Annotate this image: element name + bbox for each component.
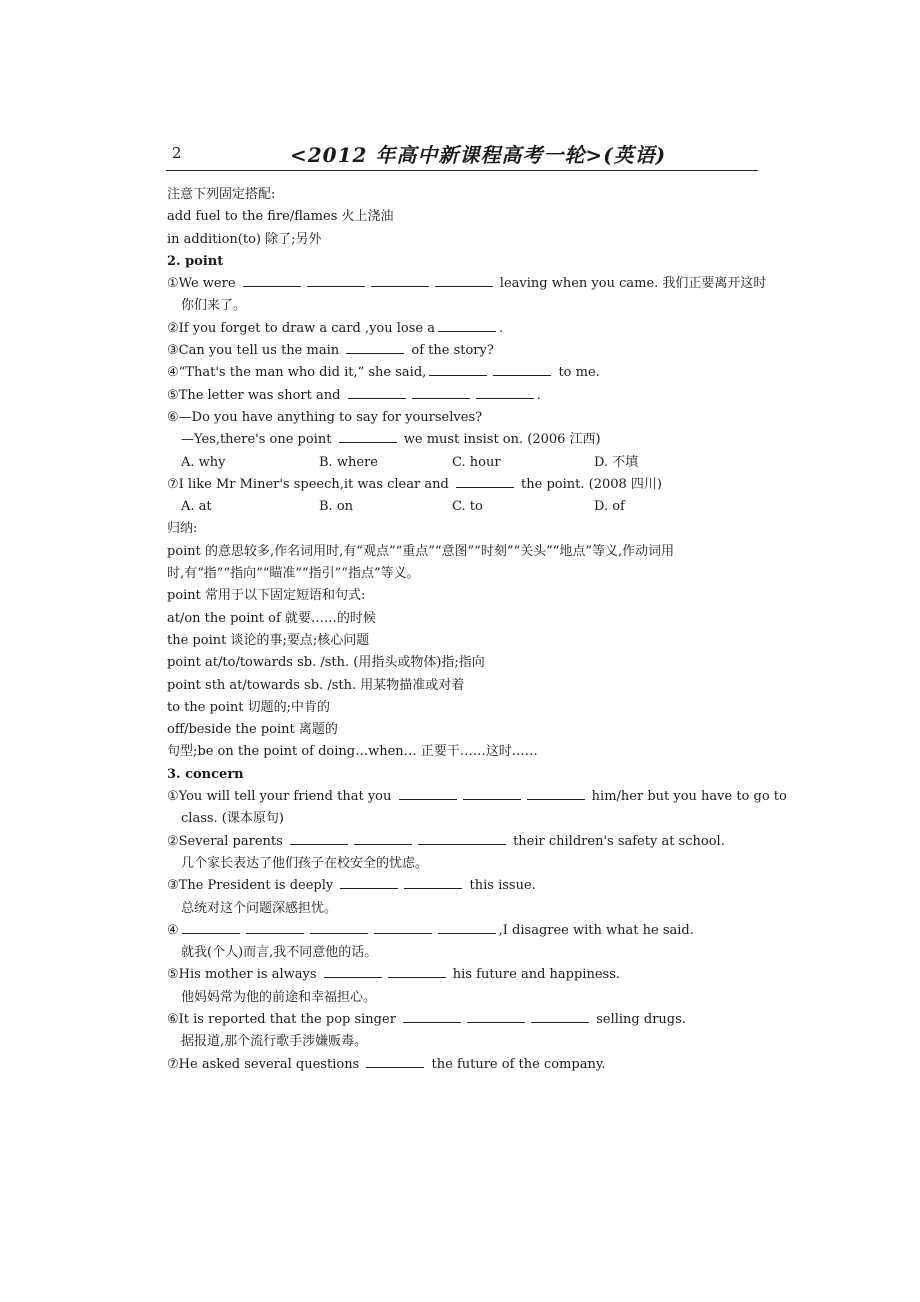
answer-blank [354,831,412,845]
exercise-item [167,362,759,384]
page-header-title: <2012 年高中新课程高考一轮>(英语) [290,143,667,167]
exercise-text: this issue. [469,878,536,894]
exercise-item [167,273,767,295]
exercise-item [167,474,759,496]
exercise-item [167,1054,759,1076]
exercise-text: leaving when you came. 我们正要离开这时 [499,276,767,292]
exercise-text: ③Can you tell us the main [167,343,340,359]
answer-blank [310,920,368,934]
exercise-translation: 就我(个人)而言,我不同意他的话。 [181,945,378,961]
answer-blank [388,964,446,978]
exercise-text: ④“That's the man who did it,” she said, [167,365,427,381]
exercise-text: to me. [558,365,600,381]
exercise-text: we must insist on. (2006 江西) [403,432,601,448]
answer-blank [404,875,462,889]
exercise-item [167,831,759,853]
phrase-item: 句型;be on the point of doing…when… 正要干……这时…… [167,744,538,760]
exercise-item [167,786,787,808]
answer-blank [346,340,404,354]
exercise-item [167,340,759,362]
summary-label: 归纳: [167,521,198,537]
exercise-text: ①We were [167,276,236,292]
section-heading-concern: 3. concern [167,766,244,782]
exercise-translation: 总统对这个问题深感担忧。 [181,900,338,916]
document-body [167,184,787,1076]
answer-blank [403,1009,461,1023]
exercise-note: class. (课本原句) [181,811,284,827]
exercise-item [167,875,759,897]
exercise-text: the future of the company. [431,1056,606,1072]
exercise-item: ⑥—Do you have anything to say for yourselves? [167,409,483,425]
exercise-text: ③The President is deeply [167,878,334,894]
phrase-item: the point 谈论的事;要点;核心问题 [167,632,370,648]
answer-options [167,496,759,518]
exercise-text: ①You will tell your friend that you [167,789,392,805]
collocation-item: in addition(to) 除了;另外 [167,231,322,247]
phrase-item: to the point 切题的;中肯的 [167,699,331,715]
answer-blank [412,385,470,399]
summary-text: 时,有“指”“指向”“瞄准”“指引”“指点”等义。 [167,566,420,582]
answer-blank [467,1009,525,1023]
answer-blank [418,831,506,845]
answer-blank [438,318,496,332]
exercise-item [167,429,759,451]
answer-blank [429,362,487,376]
answer-blank [371,273,429,287]
exercise-item [167,318,759,340]
exercise-text: ②If you forget to draw a card ,you lose a [167,320,435,336]
answer-blank [531,1009,589,1023]
answer-blank [493,362,551,376]
phrase-item: off/beside the point 离题的 [167,722,338,738]
phrase-item: point sth at/towards sb. /sth. 用某物描准或对着 [167,677,465,693]
answer-blank [290,831,348,845]
summary-text: point 的意思较多,作名词用时,有“观点”“重点”“意图”“时刻”“关头”“地点”等义,作动词用 [167,543,675,559]
exercise-text: selling drugs. [596,1011,686,1027]
answer-blank [307,273,365,287]
answer-blank [456,474,514,488]
option-d: D. 不填 [594,454,639,470]
exercise-translation: 据报道,那个流行歌手涉嫌贩毒。 [181,1034,368,1050]
option-b: B. on [319,499,354,515]
exercise-text: ⑦I like Mr Miner's speech,it was clear and [167,476,449,492]
answer-blank [463,786,521,800]
exercise-text: ⑥It is reported that the pop singer [167,1011,396,1027]
exercise-text: him/her but you have to go to [591,789,787,805]
exercise-text: their children's safety at school. [513,833,725,849]
exercise-text: ,I disagree with what he said. [498,922,694,938]
option-a: A. why [181,454,226,470]
exercise-item [167,1009,759,1031]
answer-blank [438,920,496,934]
answer-blank [340,875,398,889]
fixed-collocation-note: 注意下列固定搭配: [167,187,276,202]
collocation-item: add fuel to the fire/flames 火上浇油 [167,209,394,225]
answer-blank [476,385,534,399]
page-number: 2 [172,144,182,162]
option-a: A. at [181,499,212,515]
exercise-text: ⑦He asked several questions [167,1056,360,1072]
exercise-text: ⑤His mother is always [167,967,317,983]
exercise-text: his future and happiness. [452,967,620,983]
answer-blank [246,920,304,934]
header-divider [166,170,758,171]
exercise-translation: 你们来了。 [181,298,247,314]
exercise-text: of the story? [411,343,494,359]
answer-blank [374,920,432,934]
option-b: B. where [319,454,378,470]
answer-blank [182,920,240,934]
answer-blank [435,273,493,287]
exercise-item [167,920,759,942]
exercise-item [167,385,759,407]
exercise-item [167,964,759,986]
answer-blank [243,273,301,287]
exercise-text: ②Several parents [167,833,283,849]
answer-blank [324,964,382,978]
phrase-item: at/on the point of 就要……的时候 [167,610,376,626]
answer-options [167,452,759,474]
exercise-text: the point. (2008 四川) [521,476,662,492]
exercise-text: . [536,387,541,403]
phrase-item: point at/to/towards sb. /sth. (用指头或物体)指;指向 [167,655,485,671]
exercise-text: —Yes,there's one point [181,432,332,448]
answer-blank [399,786,457,800]
exercise-translation: 他妈妈常为他的前途和幸福担心。 [181,989,377,1005]
exercise-text: . [499,320,504,336]
exercise-translation: 几个家长表达了他们孩子在校安全的忧虑。 [181,855,429,871]
phrases-label: point 常用于以下固定短语和句式: [167,588,366,604]
option-c: C. hour [452,454,501,470]
option-d: D. of [594,499,625,515]
answer-blank [339,429,397,443]
answer-blank [527,786,585,800]
answer-blank [366,1054,424,1068]
answer-blank [348,385,406,399]
section-heading-point: 2. point [167,253,224,269]
exercise-text: ⑤The letter was short and [167,387,341,403]
option-c: C. to [452,499,483,515]
exercise-text: ④ [167,922,179,938]
